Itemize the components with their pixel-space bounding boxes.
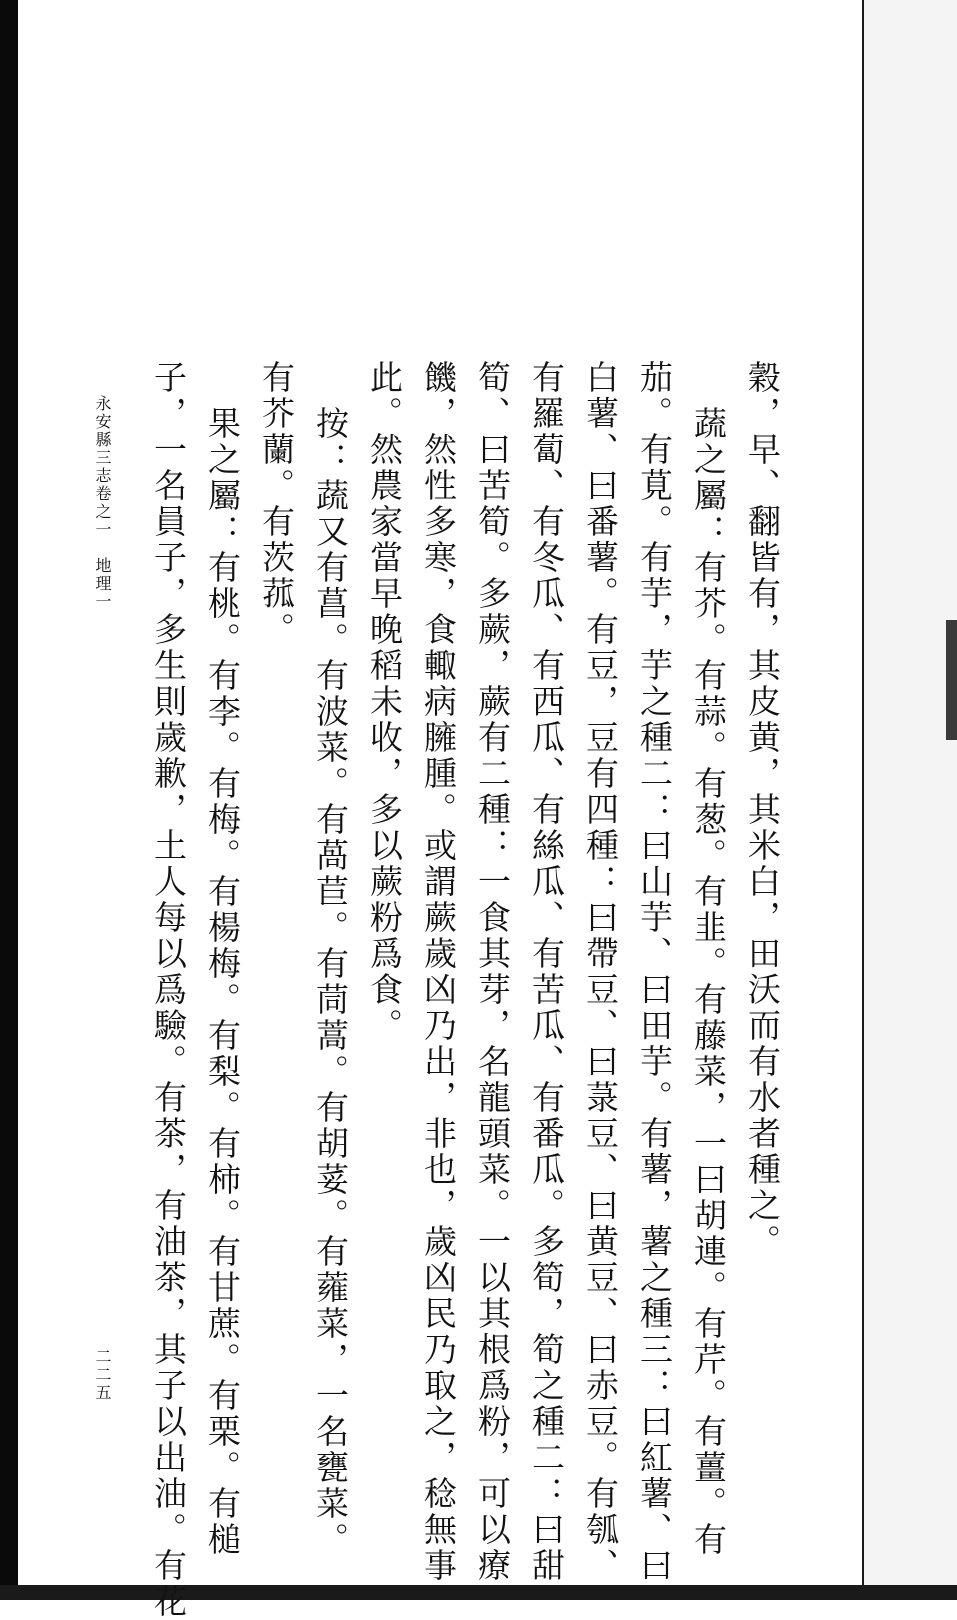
text-column-2: 蔬之屬：有芥。有蒜。有葱。有韭。有藤菜，一曰胡連。有芹。有薑。有 <box>689 406 728 1558</box>
binding-shadow <box>0 0 18 1600</box>
page-number: 二二五 <box>93 1348 112 1402</box>
text-column-8: 此。然農家當早晚稻未收，多以蕨粉爲食。 <box>365 360 404 1044</box>
text-column-4: 白薯、曰番薯。有豆，豆有四種：曰帶豆、曰菉豆、曰黄豆、曰赤豆。有瓠、 <box>581 360 620 1584</box>
text-column-7: 饑，然性多寒，食輙病臃腫。或謂蕨歲凶乃出，非也，歲凶民乃取之，稔無事 <box>419 360 458 1584</box>
text-column-5: 有羅蔔、有冬瓜、有西瓜、有絲瓜、有苦瓜、有番瓜。多筍，筍之種二：曰甜 <box>527 360 566 1584</box>
text-column-9: 按：蔬又有菖。有波菜。有萵苣。有茼蒿。有胡荽。有蕹菜，一名甕菜。 <box>311 406 350 1558</box>
text-column-10: 有芥蘭。有茨菰。 <box>257 360 296 648</box>
running-head: 永安縣三志卷之一 地理一 <box>93 395 112 611</box>
text-column-6: 筍、曰苦筍。多蕨，蕨有二種：一食其芽，名龍頭菜。一以其根爲粉，可以療 <box>473 360 512 1584</box>
text-column-12: 子，一名員子，多生則歲歉，土人每以爲驗。有茶，有油茶，其子以出油。有花 <box>149 360 188 1620</box>
text-column-3: 茄。有莧。有芋，芋之種二：曰山芋、曰田芋。有薯，薯之種三：曰紅薯、曰 <box>635 360 674 1584</box>
text-column-11: 果之屬：有桃。有李。有梅。有楊梅。有梨。有柿。有甘蔗。有栗。有槌 <box>203 406 242 1558</box>
text-column-1: 穀，早、翻皆有，其皮黄，其米白，田沃而有水者種之。 <box>743 360 782 1260</box>
page-tab-mark <box>946 620 957 740</box>
bottom-scan-edge <box>0 1585 957 1600</box>
adjacent-page-strip <box>864 0 957 1600</box>
